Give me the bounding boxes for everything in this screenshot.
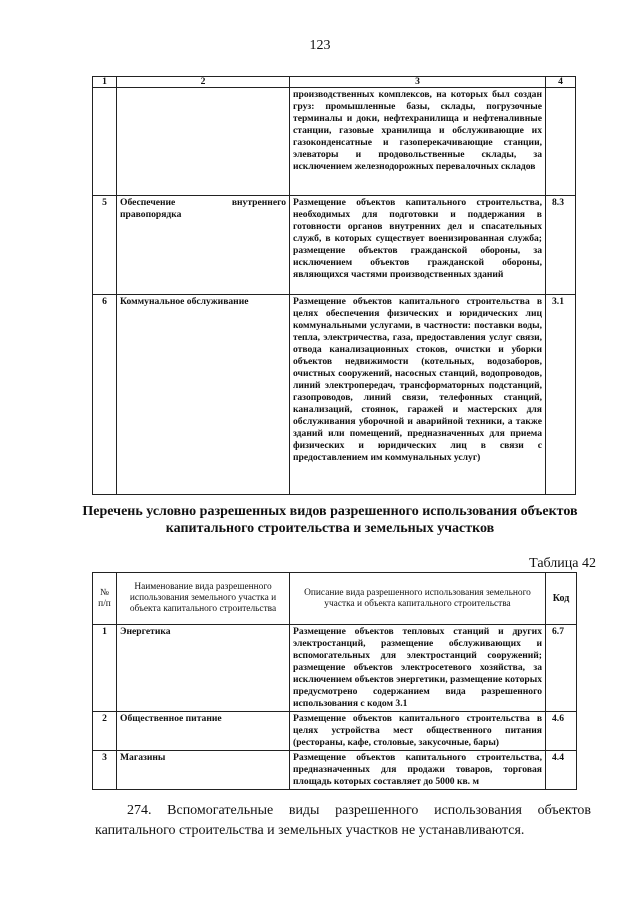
row-number (93, 88, 117, 196)
conditional-uses-table (92, 572, 577, 790)
table-row (93, 751, 577, 790)
row-name: Общественное питание (117, 712, 290, 751)
row-number: 6 (93, 295, 117, 495)
row-number: 1 (93, 625, 117, 712)
table-label: Таблица 42 (529, 556, 596, 571)
column-number-2: 2 (117, 77, 290, 88)
row-code: 4.6 (546, 712, 577, 751)
header-number: № п/п (93, 573, 117, 625)
row-code: 3.1 (546, 295, 576, 495)
column-number-3: 3 (290, 77, 546, 88)
row-number: 2 (93, 712, 117, 751)
section-heading: Перечень условно разрешенных видов разрешенного использования объектов капитального строительства и земельных участков (82, 504, 578, 536)
row-code: 6.7 (546, 625, 577, 712)
page-number: 123 (309, 38, 331, 53)
row-description: Размещение объектов капитального строительства, необходимых для подготовки и поддержания в готовности органов внутренних дел и спасательных служб, в которых существует военизированная служба; размещение объектов гражданской обороны, за исключением объектов гражданской обороны, являющихся частями производственных зданий (290, 196, 546, 295)
column-number-4: 4 (546, 77, 576, 88)
row-name: Магазины (117, 751, 290, 790)
row-number: 5 (93, 196, 117, 295)
header-name: Наименование вида разрешенного использования земельного участка и объекта капитального строительства (117, 573, 290, 625)
row-description: производственных комплексов, на которых был создан груз: промышленные базы, склады, погрузочные терминалы и доки, нефтехранилища и нефтеналивные станции, газовые хранилища и обслуживающие их газоконденсатные и газоперекачивающие станции, элеваторы и продовольственные склады, за исключением железнодорожных перевалочных складов (290, 88, 546, 196)
row-name: Обеспечение внутреннего правопорядка (117, 196, 290, 295)
table-header-row (93, 573, 577, 625)
row-description: Размещение объектов капитального строительства в целях устройства мест общественного питания (рестораны, кафе, столовые, закусочные, бары) (290, 712, 546, 751)
table-row (93, 712, 577, 751)
table-continued (92, 76, 576, 495)
row-number: 3 (93, 751, 117, 790)
table-row (93, 625, 577, 712)
header-description: Описание вида разрешенного использования земельного участка и объекта капитального строительства (290, 573, 546, 625)
header-code: Код (546, 573, 577, 625)
table-header-row (93, 77, 576, 88)
table-row (93, 295, 576, 495)
table-row (93, 196, 576, 295)
column-number-1: 1 (93, 77, 117, 88)
row-description: Размещение объектов тепловых станций и других электростанций, размещение обслуживающих и вспомогательных для электростанций сооружений; размещение объектов электросетевого хозяйства, за исключением объектов энергетики, размещение которых предусмотрено содержанием вида разрешенного использования с кодом 3.1 (290, 625, 546, 712)
paragraph-274: 274. Вспомогательные виды разрешенного использования объектов капитального строительства и земельных участков не устанавливаются. (95, 803, 591, 838)
table-row (93, 88, 576, 196)
row-code: 4.4 (546, 751, 577, 790)
row-description: Размещение объектов капитального строительства в целях обеспечения физических и юридических лиц коммунальными услугами, в частности: поставки воды, тепла, электричества, газа, предоставления услуг связи, отвода канализационных стоков, очистки и уборки объектов недвижимости (котельных, водозаборов, очистных сооружений, насосных станций, водопроводов, линий электропередач, трансформаторных подстанций, газопроводов, линий связи, телефонных станций, канализаций, стоянок, гаражей и мастерских для обслуживания уборочной и аварийной техники, а также зданий или помещений, предназначенных для приема физических и юридических лиц в связи с предоставлением им коммунальных услуг) (290, 295, 546, 495)
row-name: Энергетика (117, 625, 290, 712)
row-code: 8.3 (546, 196, 576, 295)
row-description: Размещение объектов капитального строительства, предназначенных для продажи товаров, торговая площадь которых составляет до 5000 кв. м (290, 751, 546, 790)
row-code (546, 88, 576, 196)
row-name (117, 88, 290, 196)
row-name: Коммунальное обслуживание (117, 295, 290, 495)
